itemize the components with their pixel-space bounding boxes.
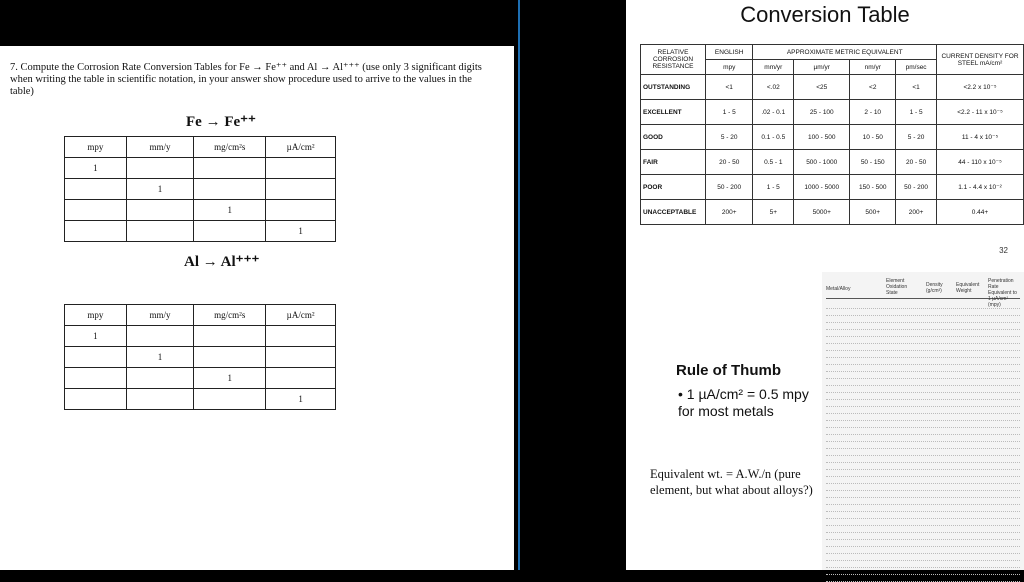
table-row: [641, 125, 1024, 150]
header-mpy: mpy: [65, 305, 127, 326]
table-row: [641, 175, 1024, 200]
ref-cell: EXCELLENT: [641, 100, 706, 125]
table-row: [65, 158, 336, 179]
ref-header-current: CURRENT DENSITY FOR STEEL mA/cm²: [937, 45, 1024, 75]
header-mpy: mpy: [65, 137, 127, 158]
cell[interactable]: 1: [126, 179, 194, 200]
ref-cell: 150 - 500: [850, 175, 896, 200]
ref-cell: 2 - 10: [850, 100, 896, 125]
question-text: 7. Compute the Corrosion Rate Conversion Tables for Fe → Fe⁺⁺ and Al → Al⁺⁺⁺ (use only 3 significant digits when writing the table in scientific notation, in your answer show procedure used to arrive to the values in the table): [10, 62, 482, 97]
table-row: [65, 179, 336, 200]
ref-cell: 5+: [753, 200, 794, 225]
cell[interactable]: [65, 179, 127, 200]
ref-cell: .02 - 0.1: [753, 100, 794, 125]
cell[interactable]: [266, 200, 336, 221]
ref-cell: 25 - 100: [794, 100, 850, 125]
table-row: [641, 150, 1024, 175]
ref-cell: 200+: [896, 200, 937, 225]
cell[interactable]: [194, 347, 266, 368]
assignment-page: [0, 46, 514, 570]
ref-unit: µm/yr: [794, 60, 850, 75]
ref-cell: 1000 - 5000: [794, 175, 850, 200]
ref-cell: 500 - 1000: [794, 150, 850, 175]
page-number: 32: [999, 246, 1008, 255]
cell[interactable]: [266, 326, 336, 347]
fe-conversion-table: [64, 136, 336, 242]
ref-cell: 5000+: [794, 200, 850, 225]
cell[interactable]: [126, 326, 194, 347]
ref-cell: 1 - 5: [753, 175, 794, 200]
ref-cell: 200+: [706, 200, 753, 225]
cell[interactable]: [65, 389, 127, 410]
ref-unit: mm/yr: [753, 60, 794, 75]
metal-header: Equivalent Weight: [956, 282, 980, 294]
cell[interactable]: [266, 347, 336, 368]
cell[interactable]: [194, 389, 266, 410]
header-uacm2: µA/cm²: [266, 137, 336, 158]
table-row: [641, 100, 1024, 125]
table-row: [65, 326, 336, 347]
right-slide: [626, 0, 1024, 570]
cell[interactable]: [266, 368, 336, 389]
cell[interactable]: [126, 368, 194, 389]
header-uacm2: µA/cm²: [266, 305, 336, 326]
ref-cell: FAIR: [641, 150, 706, 175]
ref-cell: 5 - 20: [706, 125, 753, 150]
table-row: [65, 368, 336, 389]
table-row: [65, 389, 336, 410]
ref-cell: <1: [896, 75, 937, 100]
metal-header: Element Oxidation State: [886, 278, 908, 296]
ref-cell: 50 - 200: [896, 175, 937, 200]
ref-cell: 1 - 5: [706, 100, 753, 125]
cell[interactable]: [194, 179, 266, 200]
ref-cell: <2.2 - 11 x 10⁻⁵: [937, 100, 1024, 125]
cell[interactable]: [126, 158, 194, 179]
al-table-title: Al → Al⁺⁺⁺: [184, 254, 260, 270]
rule-of-thumb-text: • 1 µA/cm² = 0.5 mpy for most metals: [678, 386, 809, 419]
ref-cell: 0.5 - 1: [753, 150, 794, 175]
cell[interactable]: 1: [266, 389, 336, 410]
ref-cell: 50 - 200: [706, 175, 753, 200]
table-row: [641, 200, 1024, 225]
cell[interactable]: [194, 221, 266, 242]
fe-table-title: Fe → Fe⁺⁺: [186, 114, 256, 130]
ref-cell: 1.1 - 4.4 x 10⁻²: [937, 175, 1024, 200]
ref-cell: <2.2 x 10⁻⁵: [937, 75, 1024, 100]
cell[interactable]: [65, 347, 127, 368]
metal-alloy-table-image: [822, 272, 1024, 570]
ref-cell: 0.44+: [937, 200, 1024, 225]
cell[interactable]: [126, 200, 194, 221]
ref-cell: <1: [706, 75, 753, 100]
ref-cell: UNACCEPTABLE: [641, 200, 706, 225]
header-mmy: mm/y: [126, 137, 194, 158]
table-row: [65, 200, 336, 221]
ref-cell: GOOD: [641, 125, 706, 150]
table-row: [65, 347, 336, 368]
table-row: [641, 75, 1024, 100]
header-mmy: mm/y: [126, 305, 194, 326]
rule-of-thumb-title: Rule of Thumb: [676, 362, 781, 379]
cell[interactable]: 1: [65, 158, 127, 179]
ref-cell: 5 - 20: [896, 125, 937, 150]
cell[interactable]: [194, 158, 266, 179]
cell[interactable]: [126, 221, 194, 242]
ref-header-resistance: RELATIVE CORROSION RESISTANCE: [641, 45, 706, 75]
cell[interactable]: [194, 326, 266, 347]
ref-cell: 0.1 - 0.5: [753, 125, 794, 150]
cell[interactable]: [266, 179, 336, 200]
ref-cell: POOR: [641, 175, 706, 200]
table-row: [65, 221, 336, 242]
cell[interactable]: [126, 389, 194, 410]
ref-cell: 500+: [850, 200, 896, 225]
cell[interactable]: 1: [194, 200, 266, 221]
ref-header-metric: APPROXIMATE METRIC EQUIVALENT: [753, 45, 937, 60]
ref-cell: 10 - 50: [850, 125, 896, 150]
left-slide: [0, 0, 518, 570]
ref-cell: 1 - 5: [896, 100, 937, 125]
ref-cell: <2: [850, 75, 896, 100]
cell[interactable]: [65, 221, 127, 242]
slide-title: Conversion Table: [740, 2, 910, 27]
ref-unit: mpy: [706, 60, 753, 75]
metal-table-rows: [826, 302, 1020, 564]
cell[interactable]: [266, 158, 336, 179]
cell[interactable]: 1: [126, 347, 194, 368]
cell[interactable]: 1: [194, 368, 266, 389]
al-conversion-table: [64, 304, 336, 410]
equivalent-weight-note: Equivalent wt. = A.W./n (pure element, but what about alloys?): [650, 467, 813, 497]
ref-cell: <25: [794, 75, 850, 100]
header-mgcm2s: mg/cm²s: [194, 137, 266, 158]
ref-cell: 20 - 50: [706, 150, 753, 175]
ref-cell: 11 - 4 x 10⁻⁵: [937, 125, 1024, 150]
ref-unit: nm/yr: [850, 60, 896, 75]
ref-cell: 50 - 150: [850, 150, 896, 175]
ref-cell: <.02: [753, 75, 794, 100]
ref-header-english: ENGLISH: [706, 45, 753, 60]
panel-divider: [518, 0, 520, 570]
metal-header: Density (g/cm³): [926, 282, 943, 294]
header-mgcm2s: mg/cm²s: [194, 305, 266, 326]
ref-cell: 20 - 50: [896, 150, 937, 175]
ref-cell: OUTSTANDING: [641, 75, 706, 100]
cell[interactable]: 1: [266, 221, 336, 242]
metal-header: Penetration Rate Equivalent to 1 µA/cm² (mpy): [988, 278, 1017, 308]
cell[interactable]: 1: [65, 326, 127, 347]
ref-cell: 44 - 110 x 10⁻⁵: [937, 150, 1024, 175]
metal-header: Metal/Alloy: [826, 286, 851, 292]
corrosion-rate-reference-table: [640, 44, 1024, 225]
cell[interactable]: [65, 368, 127, 389]
metal-table-header: [826, 278, 1020, 308]
ref-unit: pm/sec: [896, 60, 937, 75]
cell[interactable]: [65, 200, 127, 221]
ref-cell: 100 - 500: [794, 125, 850, 150]
